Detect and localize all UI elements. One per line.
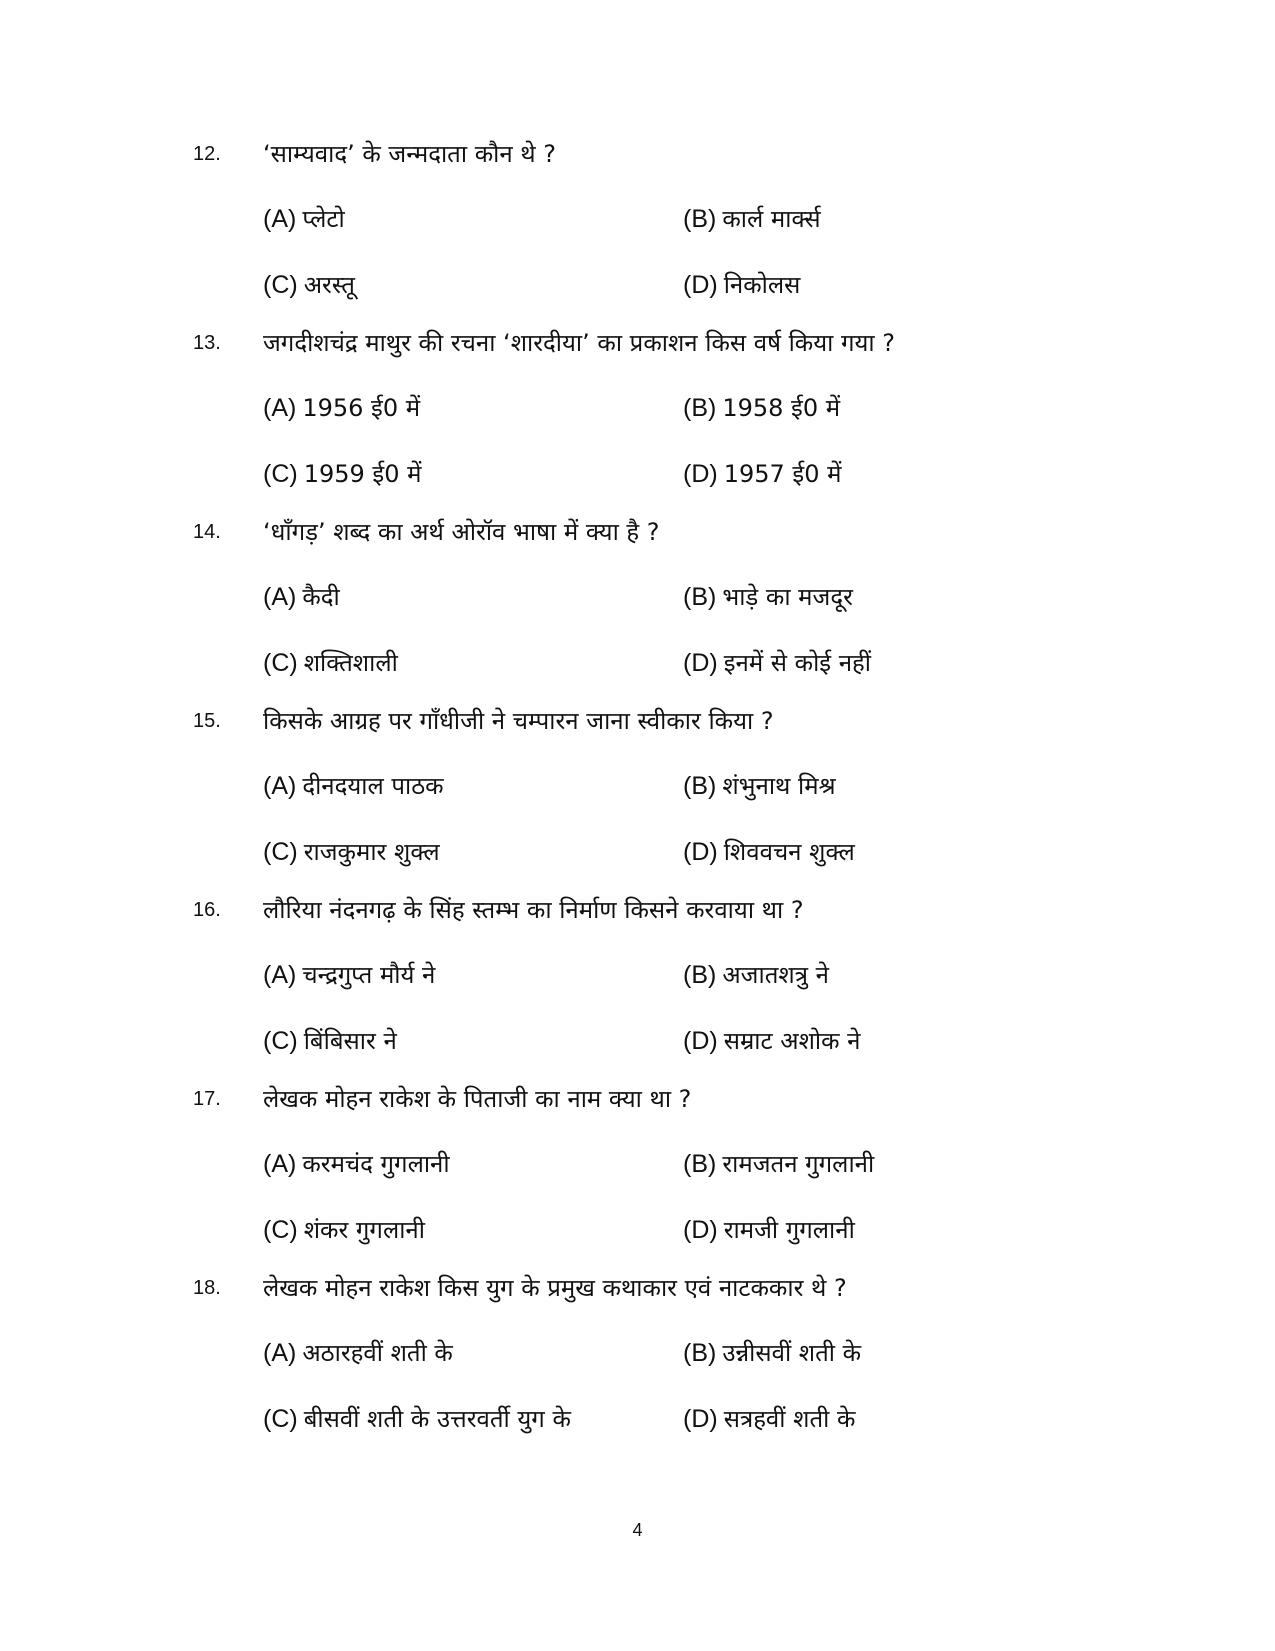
question-text: लेखक मोहन राकेश के पिताजी का नाम क्या था ? — [263, 1085, 692, 1113]
option-d — [683, 1213, 855, 1247]
page-number: 4 — [632, 1520, 643, 1540]
option-label: (D) — [683, 460, 718, 488]
option-label: (B) — [683, 1339, 717, 1367]
option-text: शंभुनाथ मिश्र — [722, 772, 836, 800]
option-a — [263, 580, 340, 614]
option-label: (B) — [683, 583, 717, 611]
option-b — [683, 1336, 861, 1370]
option-label: (C) — [263, 1405, 298, 1433]
option-text: 1959 ई0 में — [303, 460, 422, 488]
option-d — [683, 268, 800, 302]
question-number: 17. — [193, 1088, 221, 1110]
option-text: बीसवीं शती के उत्तरवर्ती युग के — [303, 1405, 571, 1433]
option-c — [263, 457, 421, 491]
option-a — [263, 202, 345, 236]
option-a — [263, 1336, 453, 1370]
question-text: ‘धाँगड़’ शब्द का अर्थ ओरॉव भाषा में क्या है ? — [263, 518, 660, 546]
question-text: किसके आग्रह पर गाँधीजी ने चम्पारन जाना स्वीकार किया ? — [263, 707, 774, 735]
option-b — [683, 580, 853, 614]
option-text: सत्रहवीं शती के — [723, 1405, 856, 1433]
option-text: इनमें से कोई नहीं — [723, 649, 871, 677]
option-c — [263, 1402, 571, 1436]
option-a — [263, 769, 444, 803]
option-label: (D) — [683, 649, 718, 677]
option-label: (C) — [263, 1027, 298, 1055]
question-number: 16. — [193, 899, 221, 921]
option-label: (A) — [263, 394, 297, 422]
option-text: शिववचन शुक्ल — [723, 838, 855, 866]
option-label: (C) — [263, 649, 298, 677]
option-text: प्लेटो — [302, 205, 345, 233]
option-text: चन्द्रगुप्त मौर्य ने — [302, 961, 436, 989]
question-number: 12. — [193, 143, 221, 165]
option-label: (B) — [683, 961, 717, 989]
question-text: लेखक मोहन राकेश किस युग के प्रमुख कथाकार एवं नाटककार थे ? — [263, 1274, 847, 1302]
option-text: 1956 ई0 में — [302, 394, 421, 422]
option-text: रामजतन गुगलानी — [722, 1150, 875, 1178]
option-label: (A) — [263, 583, 297, 611]
option-text: भाड़े का मजदूर — [722, 583, 853, 611]
option-label: (B) — [683, 394, 717, 422]
option-text: करमचंद गुगलानी — [302, 1150, 450, 1178]
option-b — [683, 391, 840, 425]
option-d — [683, 835, 855, 869]
option-text: अरस्तू — [303, 271, 355, 299]
option-text: 1958 ई0 में — [722, 394, 841, 422]
option-label: (D) — [683, 838, 718, 866]
option-text: 1957 ई0 में — [723, 460, 842, 488]
option-c — [263, 1213, 425, 1247]
question-text: जगदीशचंद्र माथुर की रचना ‘शारदीया’ का प्रकाशन किस वर्ष किया गया ? — [263, 329, 896, 357]
option-text: अठारहवीं शती के — [302, 1339, 453, 1367]
option-d — [683, 1024, 861, 1058]
option-text: कार्ल मार्क्स — [722, 205, 821, 233]
question-number: 15. — [193, 710, 221, 732]
option-a — [263, 1147, 450, 1181]
option-text: कैदी — [302, 583, 340, 611]
option-label: (C) — [263, 460, 298, 488]
option-c — [263, 268, 355, 302]
option-text: निकोलस — [723, 271, 801, 299]
option-text: शक्तिशाली — [303, 649, 398, 677]
option-d — [683, 646, 871, 680]
option-text: राजकुमार शुक्ल — [303, 838, 440, 866]
option-text: उन्नीसवीं शती के — [722, 1339, 862, 1367]
option-text: दीनदयाल पाठक — [302, 772, 444, 800]
question-number: 13. — [193, 332, 221, 354]
option-b — [683, 202, 821, 236]
option-label: (D) — [683, 1027, 718, 1055]
option-b — [683, 1147, 874, 1181]
option-label: (C) — [263, 1216, 298, 1244]
option-a — [263, 958, 435, 992]
option-label: (A) — [263, 1339, 297, 1367]
option-label: (A) — [263, 205, 297, 233]
option-label: (B) — [683, 772, 717, 800]
option-b — [683, 958, 829, 992]
question-text: लौरिया नंदनगढ़ के सिंह स्तम्भ का निर्माण किसने करवाया था ? — [263, 896, 804, 924]
option-label: (D) — [683, 1405, 718, 1433]
option-text: अजातशत्रु ने — [722, 961, 829, 989]
option-c — [263, 646, 398, 680]
option-a — [263, 391, 420, 425]
option-label: (B) — [683, 1150, 717, 1178]
option-label: (D) — [683, 1216, 718, 1244]
option-text: शंकर गुगलानी — [303, 1216, 425, 1244]
question-number: 18. — [193, 1277, 221, 1299]
option-d — [683, 1402, 855, 1436]
option-label: (B) — [683, 205, 717, 233]
option-c — [263, 835, 440, 869]
option-label: (A) — [263, 961, 297, 989]
option-text: सम्राट अशोक ने — [723, 1027, 861, 1055]
question-number: 14. — [193, 521, 221, 543]
option-label: (A) — [263, 772, 297, 800]
option-b — [683, 769, 836, 803]
option-d — [683, 457, 841, 491]
option-label: (C) — [263, 271, 298, 299]
option-label: (C) — [263, 838, 298, 866]
option-text: बिंबिसार ने — [303, 1027, 397, 1055]
option-text: रामजी गुगलानी — [723, 1216, 855, 1244]
question-text: ‘साम्यवाद’ के जन्मदाता कौन थे ? — [263, 140, 556, 168]
option-label: (D) — [683, 271, 718, 299]
option-label: (A) — [263, 1150, 297, 1178]
option-c — [263, 1024, 397, 1058]
